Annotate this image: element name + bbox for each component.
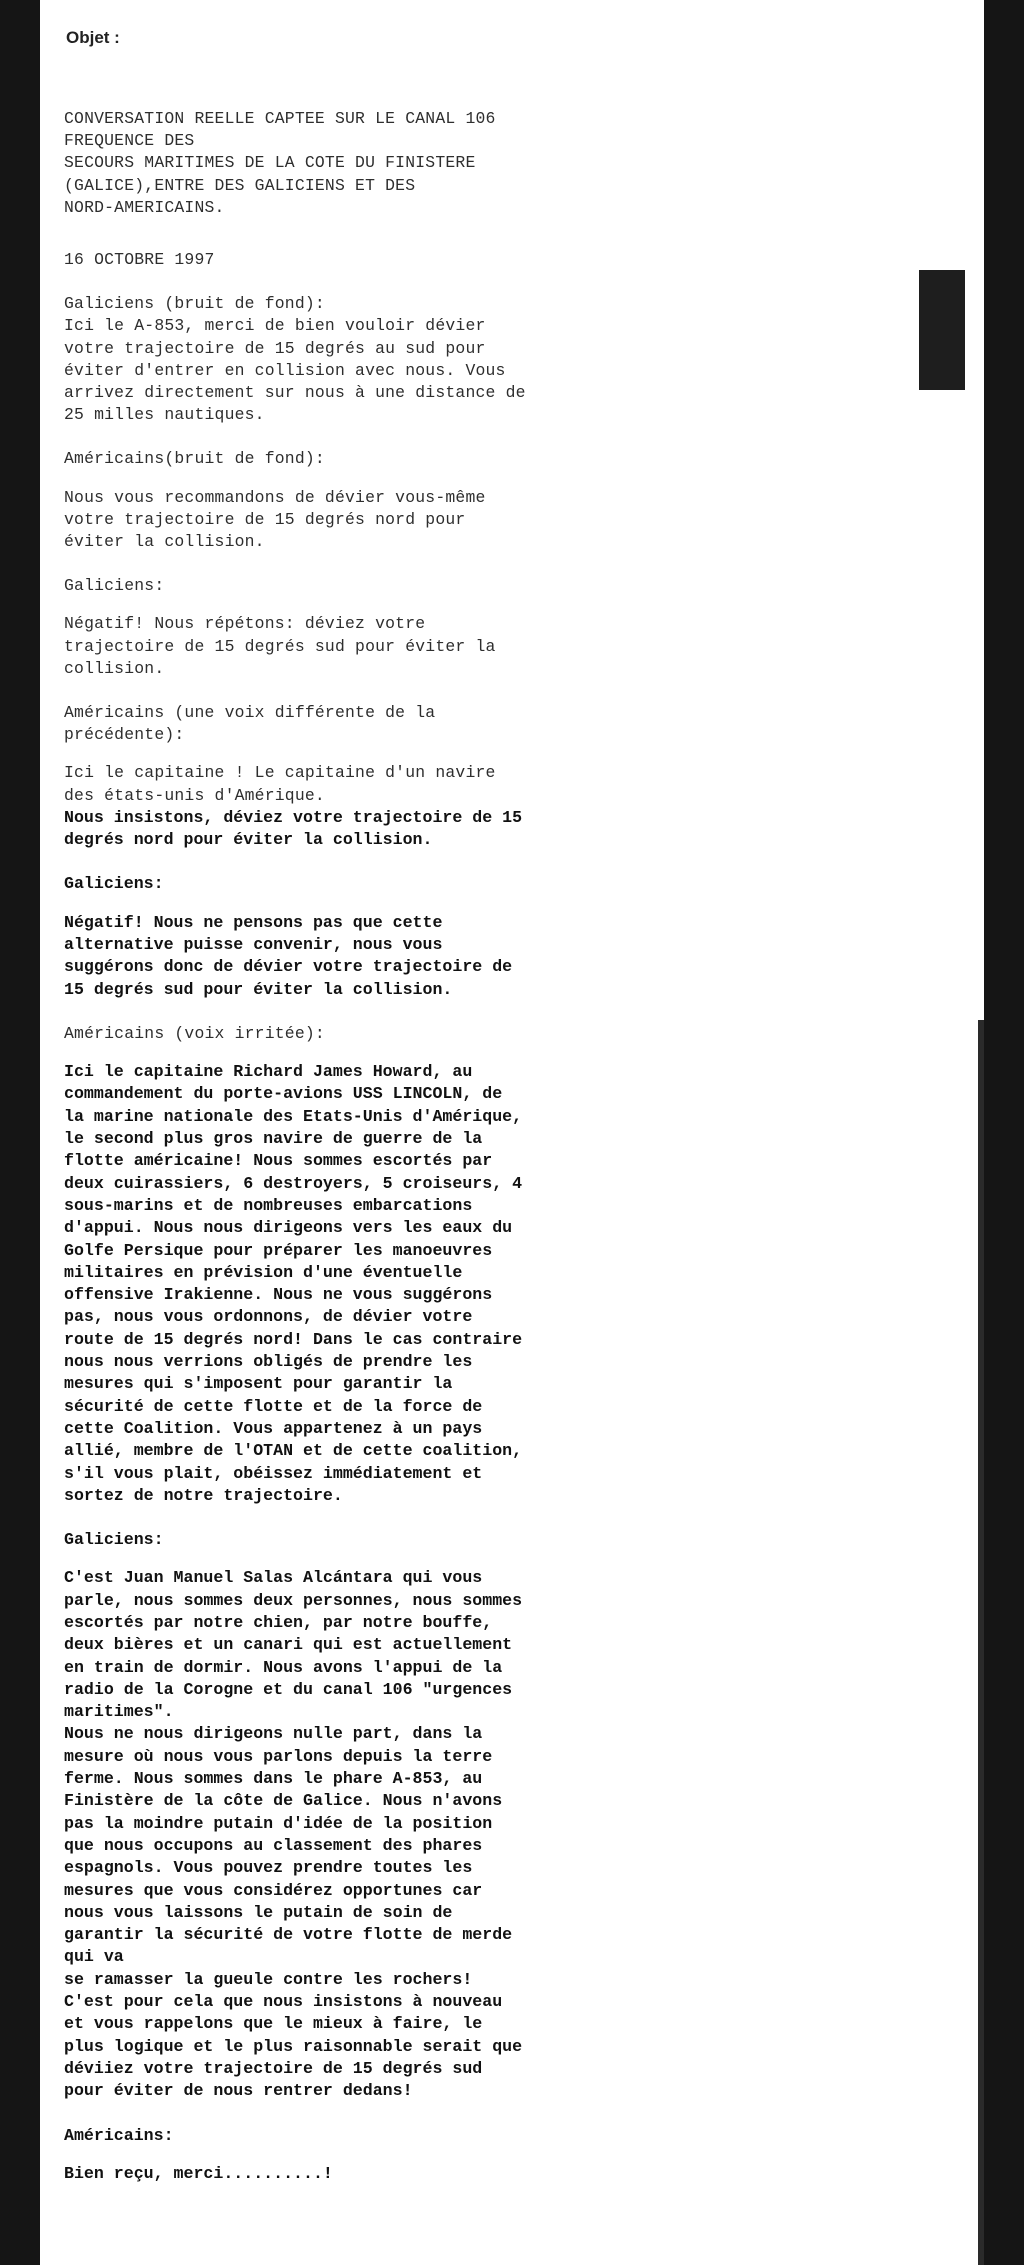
speaker-label: Américains: [64,2125,174,2145]
message-text: Ici le capitaine ! Le capitaine d'un navire des états-unis d'Amérique. [64,763,496,805]
document-page [64,28,664,2185]
speaker-label: Américains (une voix différente de la précédente): [64,703,436,745]
speaker-label: Galiciens: [64,874,164,894]
message-text-bold: Nous insistons, déviez votre trajectoire de 15 degrés nord pour éviter la collision. [64,807,523,850]
scan-border-left [0,0,40,2265]
message-text: Nous vous recommandons de dévier vous-même votre trajectoire de 15 degrés nord pour éviter la collision. [64,487,486,552]
message-text: Ici le capitaine Richard James Howard, au commandement du porte-avions USS LINCOLN, de la marine nationale des Etats-Unis d'Amérique, le second plus gros navire de guerre de la flotte américaine! Nous sommes escortés par deux cuirassiers, 6 destroyers, 5 croiseurs, 4 sous-marins et de nombreuses embarcations d'appui. Nous nous dirigeons vers les eaux du Golfe Persique pour préparer les manoeuvres militaires en prévision d'une éventuelle offensive Irakienne. Nous ne vous suggérons pas, nous vous ordonnons, de dévier votre route de 15 degrés nord! Dans le cas contraire nous nous verrions obligés de prendre les mesures qui s'imposent pour garantir la sécurité de cette flotte et de la force de cette Coalition. Vous appartenez à un pays allié, membre de l'OTAN et de cette coalition, s'il vous plait, obéissez immédiatement et sortez de notre trajectoire. [64,1062,523,1505]
scan-tab-mark [919,270,965,390]
objet-label: Objet : [66,28,120,47]
speaker-label: Galiciens: [64,576,165,596]
message-text: Ici le A-853, merci de bien vouloir dévier votre trajectoire de 15 degrés au sud pour éviter d'entrer en collision avec nous. Vous arrivez directement sur nous à une distance de 25 milles nautiques. [64,316,526,425]
speaker-label: Américains(bruit de fond): [64,449,325,469]
message-text: C'est Juan Manuel Salas Alcántara qui vous parle, nous sommes deux personnes, nous sommes escortés par notre chien, par notre bouffe, deux bières et un canari qui est actuellement en train de dormir. Nous avons l'appui de la radio de la Corogne et du canal 106 "urgences maritimes". Nous ne nous dirigeons nulle part, dans la mesure où nous vous parlons depuis la terre ferme. Nous sommes dans le phare A-853, au Finistère de la côte de Galice. Nous n'avons pas la moindre putain d'idée de la position que nous occupons au classement des phares espagnols. Vous pouvez prendre toutes les mesures que vous considérez opportunes car nous vous laissons le putain de soin de garantir la sécurité de votre flotte de merde qui va se ramasser la gueule contre les rochers! C'est pour cela que nous insistons à nouveau et vous rappelons que le mieux à faire, le plus logique et le plus raisonnable serait que déviiez votre trajectoire de 15 degrés sud pour éviter de nous rentrer dedans! [64,1568,523,2101]
scan-border-right [984,0,1024,2265]
message-text: Bien reçu, merci..........! [64,2163,333,2183]
document-date: 16 OCTOBRE 1997 [64,250,215,270]
speaker-label: Galiciens (bruit de fond): [64,294,325,314]
scan-border-right-inner [978,1020,984,2265]
speaker-label: Galiciens: [64,1530,164,1550]
speaker-label: Américains (voix irritée): [64,1023,325,1043]
message-text: Négatif! Nous ne pensons pas que cette alternative puisse convenir, nous vous suggérons donc de dévier votre trajectoire de 15 degrés sud pour éviter la collision. [64,912,513,999]
document-header: CONVERSATION REELLE CAPTEE SUR LE CANAL 106 FREQUENCE DES SECOURS MARITIMES DE LA COTE DU FINISTERE (GALICE),ENTRE DES GALICIENS ET DES NORD-AMERICAINS. [64,109,496,217]
message-text: Négatif! Nous répétons: déviez votre trajectoire de 15 degrés sud pour éviter la collision. [64,614,496,678]
